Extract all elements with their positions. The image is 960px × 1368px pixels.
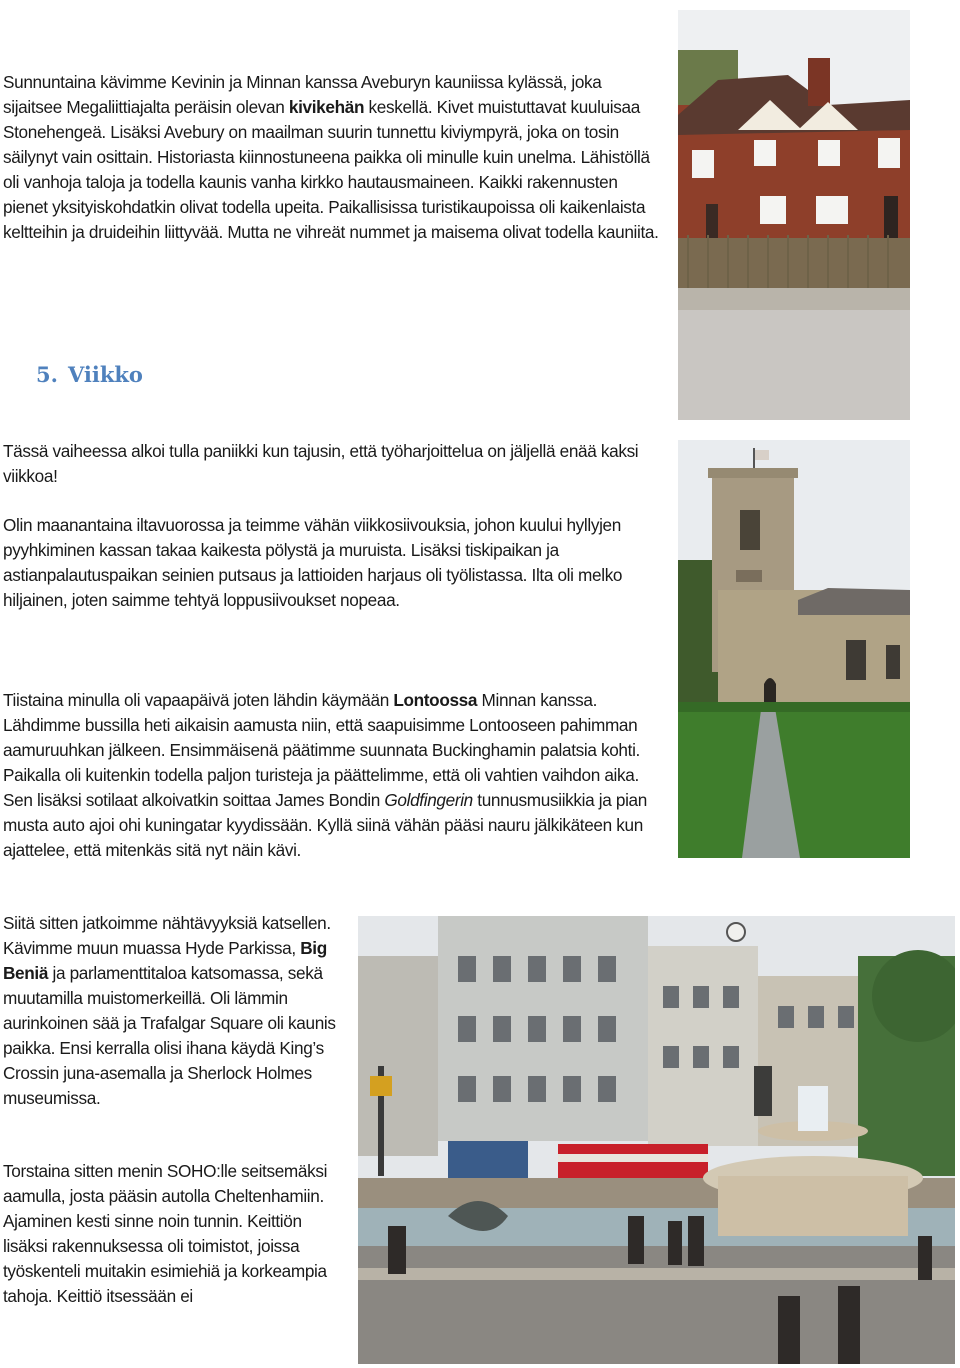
week-heading: [36, 362, 143, 387]
tuesday-text-start: Tiistaina minulla oli vapaapäivä joten lähdin käymään: [3, 690, 394, 710]
stone-circle-term: kivikehän: [288, 97, 365, 117]
goldfinger-term: Goldfingerin: [384, 790, 473, 810]
sightseeing-text-start: Siitä sitten jatkoimme nähtävyyksiä katsellen. Kävimme muun muassa Hyde Parkissa,: [3, 913, 331, 958]
avebury-text-start: Sunnuntaina kävimme Kevinin ja Minnan kanssa Aveburyn kauniissa kylässä, joka sijaitsee Megaliittiajalta peräisin olevan: [3, 72, 602, 117]
avebury-paragraph: [3, 70, 663, 245]
sightseeing-text-end: ja parlamenttitaloa katsomassa, sekä muutamilla muistomerkeillä. Oli lämmin aurinkoinen sää ja Trafalgar Square oli kaunis paikka. Ensi kerralla olisi ihana käydä King’s Crossin juna-asemalla ja Sherlock Holmes museumissa.: [3, 963, 336, 1108]
tuesday-text-end: tunnusmusiikkia ja pian musta auto ajoi ohi kuningatar kyydissään. Kyllä siinä vähän pääsi nauru jälkikäteen kun ajattelee, että mitenkäs sitä nyt näin kävi.: [3, 790, 647, 860]
panic-paragraph: Tässä vaiheessa alkoi tulla paniikki kun tajusin, että työharjoittelua on jäljellä enää kaksi viikkoa!: [3, 441, 639, 486]
tuesday-paragraph: [3, 688, 663, 863]
london-term: Lontoossa: [393, 690, 478, 710]
monday-paragraph: Olin maanantaina iltavuorossa ja teimme vähän viikkosiivouksia, johon kuului hyllyjen pyyhkiminen kassan takaa kaikesta pölystä ja muruista. Lisäksi tiskipaikan ja astianpalautuspaikan seinien putsaus ja lattioiden harjaus oli työlistassa. Ilta oli melko hiljainen, joten saimme tehtyä loppusiivoukset nopeaa.: [3, 515, 623, 610]
trafalgar-square-photo: [358, 916, 955, 1364]
week-heading-text: Viikko: [67, 362, 143, 387]
week-heading-number: 5.: [36, 362, 58, 387]
thursday-paragraph: Torstaina sitten menin SOHO:lle seitsemäksi aamulla, josta pääsin autolla Cheltenhamiin. Ajaminen kesti sinne noin tunnin. Keittiön lisäksi rakennuksessa oli toimistot, joissa työskenteli muitakin esimiehiä ja korkeampia tahoja. Keittiö itsessään ei: [3, 1161, 328, 1306]
big-ben-term: Big Beniä: [3, 938, 327, 983]
avebury-text-end: keskellä. Kivet muistuttavat kuuluisaa Stonehengeä. Lisäksi Avebury on maailman suurin tunnettu kiviympyrä, joka on tosin säilynyt vain osittain. Historiasta kiinnostuneena paikka oli minulle kuin unelma. Lähistöllä oli vanhoja taloja ja todella kaunis vanha kirkko hautausmaineen. Kaikki rakennusten pienet yksityiskohdatkin olivat todella upeita. Paikallisissa turistikaupoissa oli kaikenlaista keltteihin ja druideihin liittyvää. Mutta ne vihreät nummet ja maisema olivat todella kauniita.: [3, 97, 659, 242]
sightseeing-paragraph: [3, 911, 348, 1111]
church-photo: [678, 440, 910, 858]
brick-cottages-photo: [678, 10, 910, 420]
tuesday-text-mid: Minnan kanssa. Lähdimme bussilla heti aikaisin aamusta niin, että saapuisimme Lontooseen pahimman aamuruuhkan jälkeen. Ensimmäisenä päätimme suunnata Buckinghamin palatsia kohti. Paikalla oli kuitenkin todella paljon turisteja ja päättelimme, että oli vahtien vaihdon aika. Sen lisäksi sotilaat alkoivatkin soittaa James Bondin: [3, 690, 640, 810]
